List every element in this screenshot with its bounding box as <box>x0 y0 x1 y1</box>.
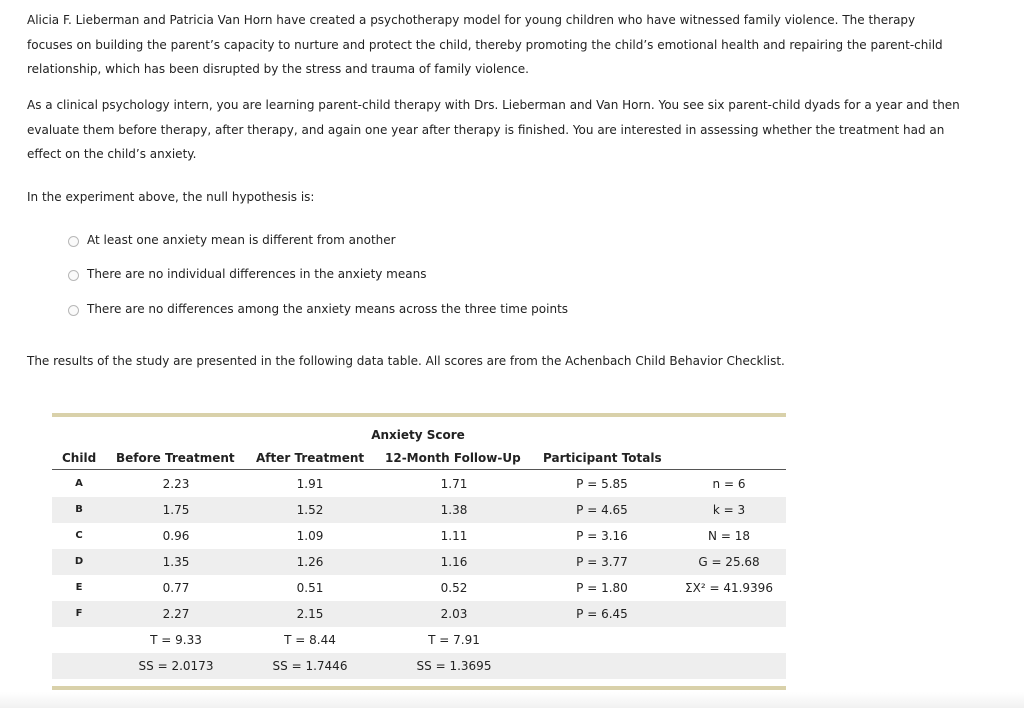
before-value: 1.75 <box>162 503 190 517</box>
before-value: 0.77 <box>162 581 190 595</box>
follow-up-value: 1.71 <box>440 477 468 491</box>
follow-up-value: 1.11 <box>440 529 468 543</box>
totals-row <box>52 627 786 653</box>
ss-row <box>52 653 786 679</box>
follow-up-total: T = 7.91 <box>428 633 480 647</box>
radio-button-icon[interactable] <box>68 236 79 247</box>
before-value: 1.35 <box>162 555 190 569</box>
table-bottom-rule <box>52 686 786 690</box>
header-follow-up: 12-Month Follow-Up <box>385 451 521 465</box>
participant-total: P = 3.77 <box>576 555 628 569</box>
summary-stat: k = 3 <box>712 503 746 517</box>
table-row <box>52 471 786 497</box>
intro-paragraph-1: Alicia F. Lieberman and Patricia Van Horn have created a psychotherapy model for young children who have witnessed family violence. The therapy focuses on building the parent’s capacity to nurture and protect the child, thereby promoting the child’s emotional health and repairing the parent-child relationship, which has been disrupted by the stress and trauma of family violence. <box>27 13 943 76</box>
header-after-treatment: After Treatment <box>256 451 365 465</box>
answer-option-label: At least one anxiety mean is different from another <box>87 233 396 247</box>
table-row <box>52 549 786 575</box>
child-id: B <box>75 504 83 515</box>
participant-total: P = 3.16 <box>576 529 628 543</box>
page-bottom-fade <box>0 692 1024 708</box>
summary-stat: G = 25.68 <box>698 555 760 569</box>
follow-up-value: 0.52 <box>440 581 468 595</box>
child-id: A <box>75 478 83 489</box>
intro-paragraph-2: As a clinical psychology intern, you are learning parent-child therapy with Drs. Lieberman and Van Horn. You see six parent-child dyads for a year and then evaluate them before therapy, after therapy, and again one year after therapy is finished. You are interested in assessing whether the treatment had an effect on the child’s anxiety. <box>27 98 960 161</box>
follow-up-ss: SS = 1.3695 <box>416 659 492 673</box>
after-ss: SS = 1.7446 <box>272 659 348 673</box>
answer-option-label: There are no individual differences in the anxiety means <box>87 267 427 281</box>
table-row <box>52 497 786 523</box>
participant-total: P = 5.85 <box>576 477 628 491</box>
participant-total: P = 1.80 <box>576 581 628 595</box>
summary-stat: N = 18 <box>708 529 750 543</box>
radio-button-icon[interactable] <box>68 305 79 316</box>
table-row <box>52 523 786 549</box>
before-value: 2.23 <box>162 477 190 491</box>
table-intro: The results of the study are presented in the following data table. All scores are from the Achenbach Child Behavior Checklist. <box>27 354 785 368</box>
summary-stat: n = 6 <box>712 477 746 491</box>
after-value: 1.91 <box>296 477 324 491</box>
answer-option-3[interactable] <box>68 302 568 316</box>
child-id: C <box>75 530 83 541</box>
participant-total: P = 6.45 <box>576 607 628 621</box>
before-total: T = 9.33 <box>150 633 202 647</box>
after-total: T = 8.44 <box>284 633 336 647</box>
question-prompt: In the experiment above, the null hypothesis is: <box>27 190 315 204</box>
follow-up-value: 2.03 <box>440 607 468 621</box>
before-value: 2.27 <box>162 607 190 621</box>
child-id: F <box>75 608 83 619</box>
header-participant-totals: Participant Totals <box>543 451 662 465</box>
child-id: E <box>75 582 83 593</box>
follow-up-value: 1.16 <box>440 555 468 569</box>
after-value: 1.09 <box>296 529 324 543</box>
follow-up-value: 1.38 <box>440 503 468 517</box>
summary-stat: ΣX² = 41.9396 <box>685 581 773 595</box>
child-id: D <box>74 556 84 567</box>
answer-option-1[interactable] <box>68 233 396 247</box>
before-value: 0.96 <box>162 529 190 543</box>
answer-option-label: There are no differences among the anxiety means across the three time points <box>87 302 569 316</box>
after-value: 0.51 <box>296 581 324 595</box>
answer-option-2[interactable] <box>68 267 426 281</box>
radio-button-icon[interactable] <box>68 270 79 281</box>
header-child: Child <box>62 451 97 465</box>
table-caption: Anxiety Score <box>371 428 465 442</box>
after-value: 1.52 <box>296 503 324 517</box>
participant-total: P = 4.65 <box>576 503 628 517</box>
table-top-rule <box>52 413 786 417</box>
table-row <box>52 575 786 601</box>
table-row <box>52 601 786 627</box>
before-ss: SS = 2.0173 <box>138 659 214 673</box>
after-value: 1.26 <box>296 555 324 569</box>
header-before-treatment: Before Treatment <box>116 451 235 465</box>
after-value: 2.15 <box>296 607 324 621</box>
header-divider <box>52 469 786 470</box>
